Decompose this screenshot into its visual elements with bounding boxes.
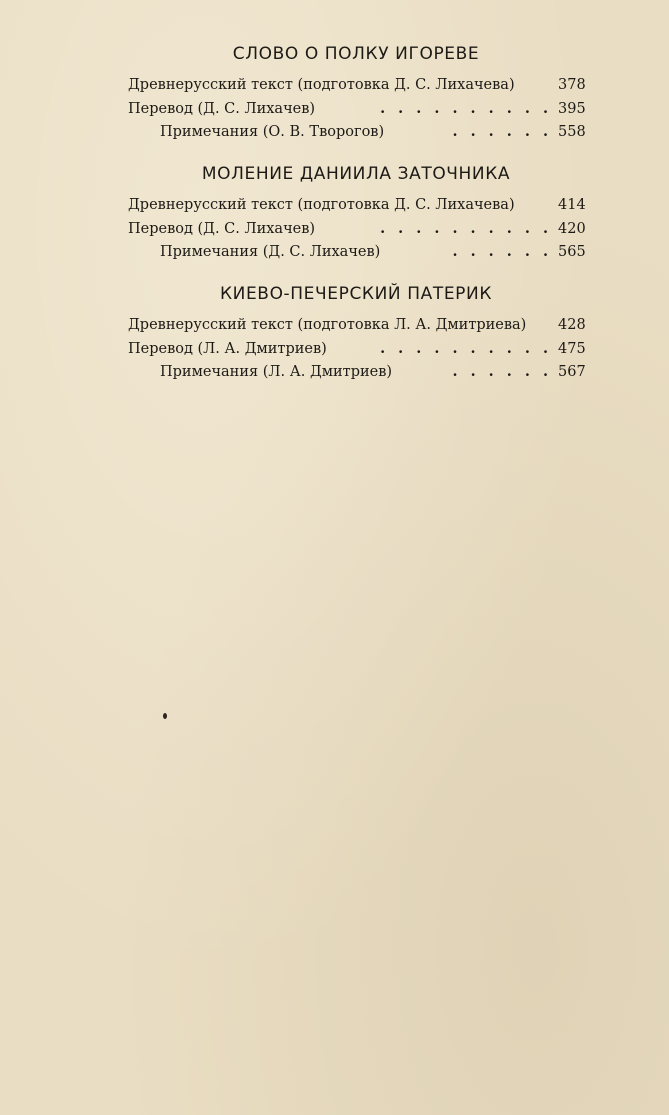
page-number: 420: [558, 221, 586, 237]
entry-label: Древнерусский текст (подготовка Д. С. Лихачева): [128, 77, 515, 93]
section-title: КИЕВО-ПЕЧЕРСКИЙ ПАТЕРИК: [219, 284, 493, 304]
entry-label: Перевод (Д. С. Лихачев): [128, 101, 316, 117]
leader-dots: . . . . . . . . . .: [380, 340, 552, 357]
toc-section: [128, 284, 584, 383]
entry-label: Перевод (Л. А. Дмитриев): [128, 341, 327, 357]
entry-label: Примечания (Д. С. Лихачев): [160, 244, 381, 260]
leader-dots: . . . . . .: [452, 243, 552, 260]
page-number: 428: [558, 317, 586, 333]
entry-label: Перевод (Д. С. Лихачев): [128, 221, 316, 237]
entry-label: Древнерусский текст (подготовка Л. А. Дмитриева): [128, 317, 527, 333]
toc-section: [128, 164, 584, 263]
page-number: 565: [558, 244, 586, 260]
page-number: 378: [558, 77, 586, 93]
leader-dots: . . . . . .: [452, 363, 552, 380]
toc-entry: [128, 217, 584, 240]
toc-entry: [128, 337, 584, 360]
toc-entry: [128, 314, 584, 337]
leader-dots: . . . . . .: [452, 123, 552, 140]
section-title: СЛОВО О ПОЛКУ ИГОРЕВЕ: [232, 44, 480, 64]
toc-entry: [128, 120, 584, 143]
leader-dots: . . . . . . . . . .: [380, 220, 552, 237]
toc-entry: [128, 97, 584, 120]
page-number: 414: [558, 197, 586, 213]
entry-label: Примечания (О. В. Творогов): [160, 124, 385, 140]
page-number: 475: [558, 341, 586, 357]
ink-speck: [163, 713, 167, 719]
toc-entry: [128, 360, 584, 383]
leader-dots: . . . . . . . . . .: [380, 100, 552, 117]
toc-entry: [128, 240, 584, 263]
entry-label: Древнерусский текст (подготовка Д. С. Лихачева): [128, 197, 515, 213]
section-title: МОЛЕНИЕ ДАНИИЛА ЗАТОЧНИКА: [201, 164, 511, 184]
toc-entry: [128, 74, 584, 97]
page-number: 558: [558, 124, 586, 140]
toc-entry: [128, 194, 584, 217]
page-number: 567: [558, 364, 586, 380]
page-number: 395: [558, 101, 586, 117]
entry-label: Примечания (Л. А. Дмитриев): [160, 364, 393, 380]
toc-section: [128, 44, 584, 143]
